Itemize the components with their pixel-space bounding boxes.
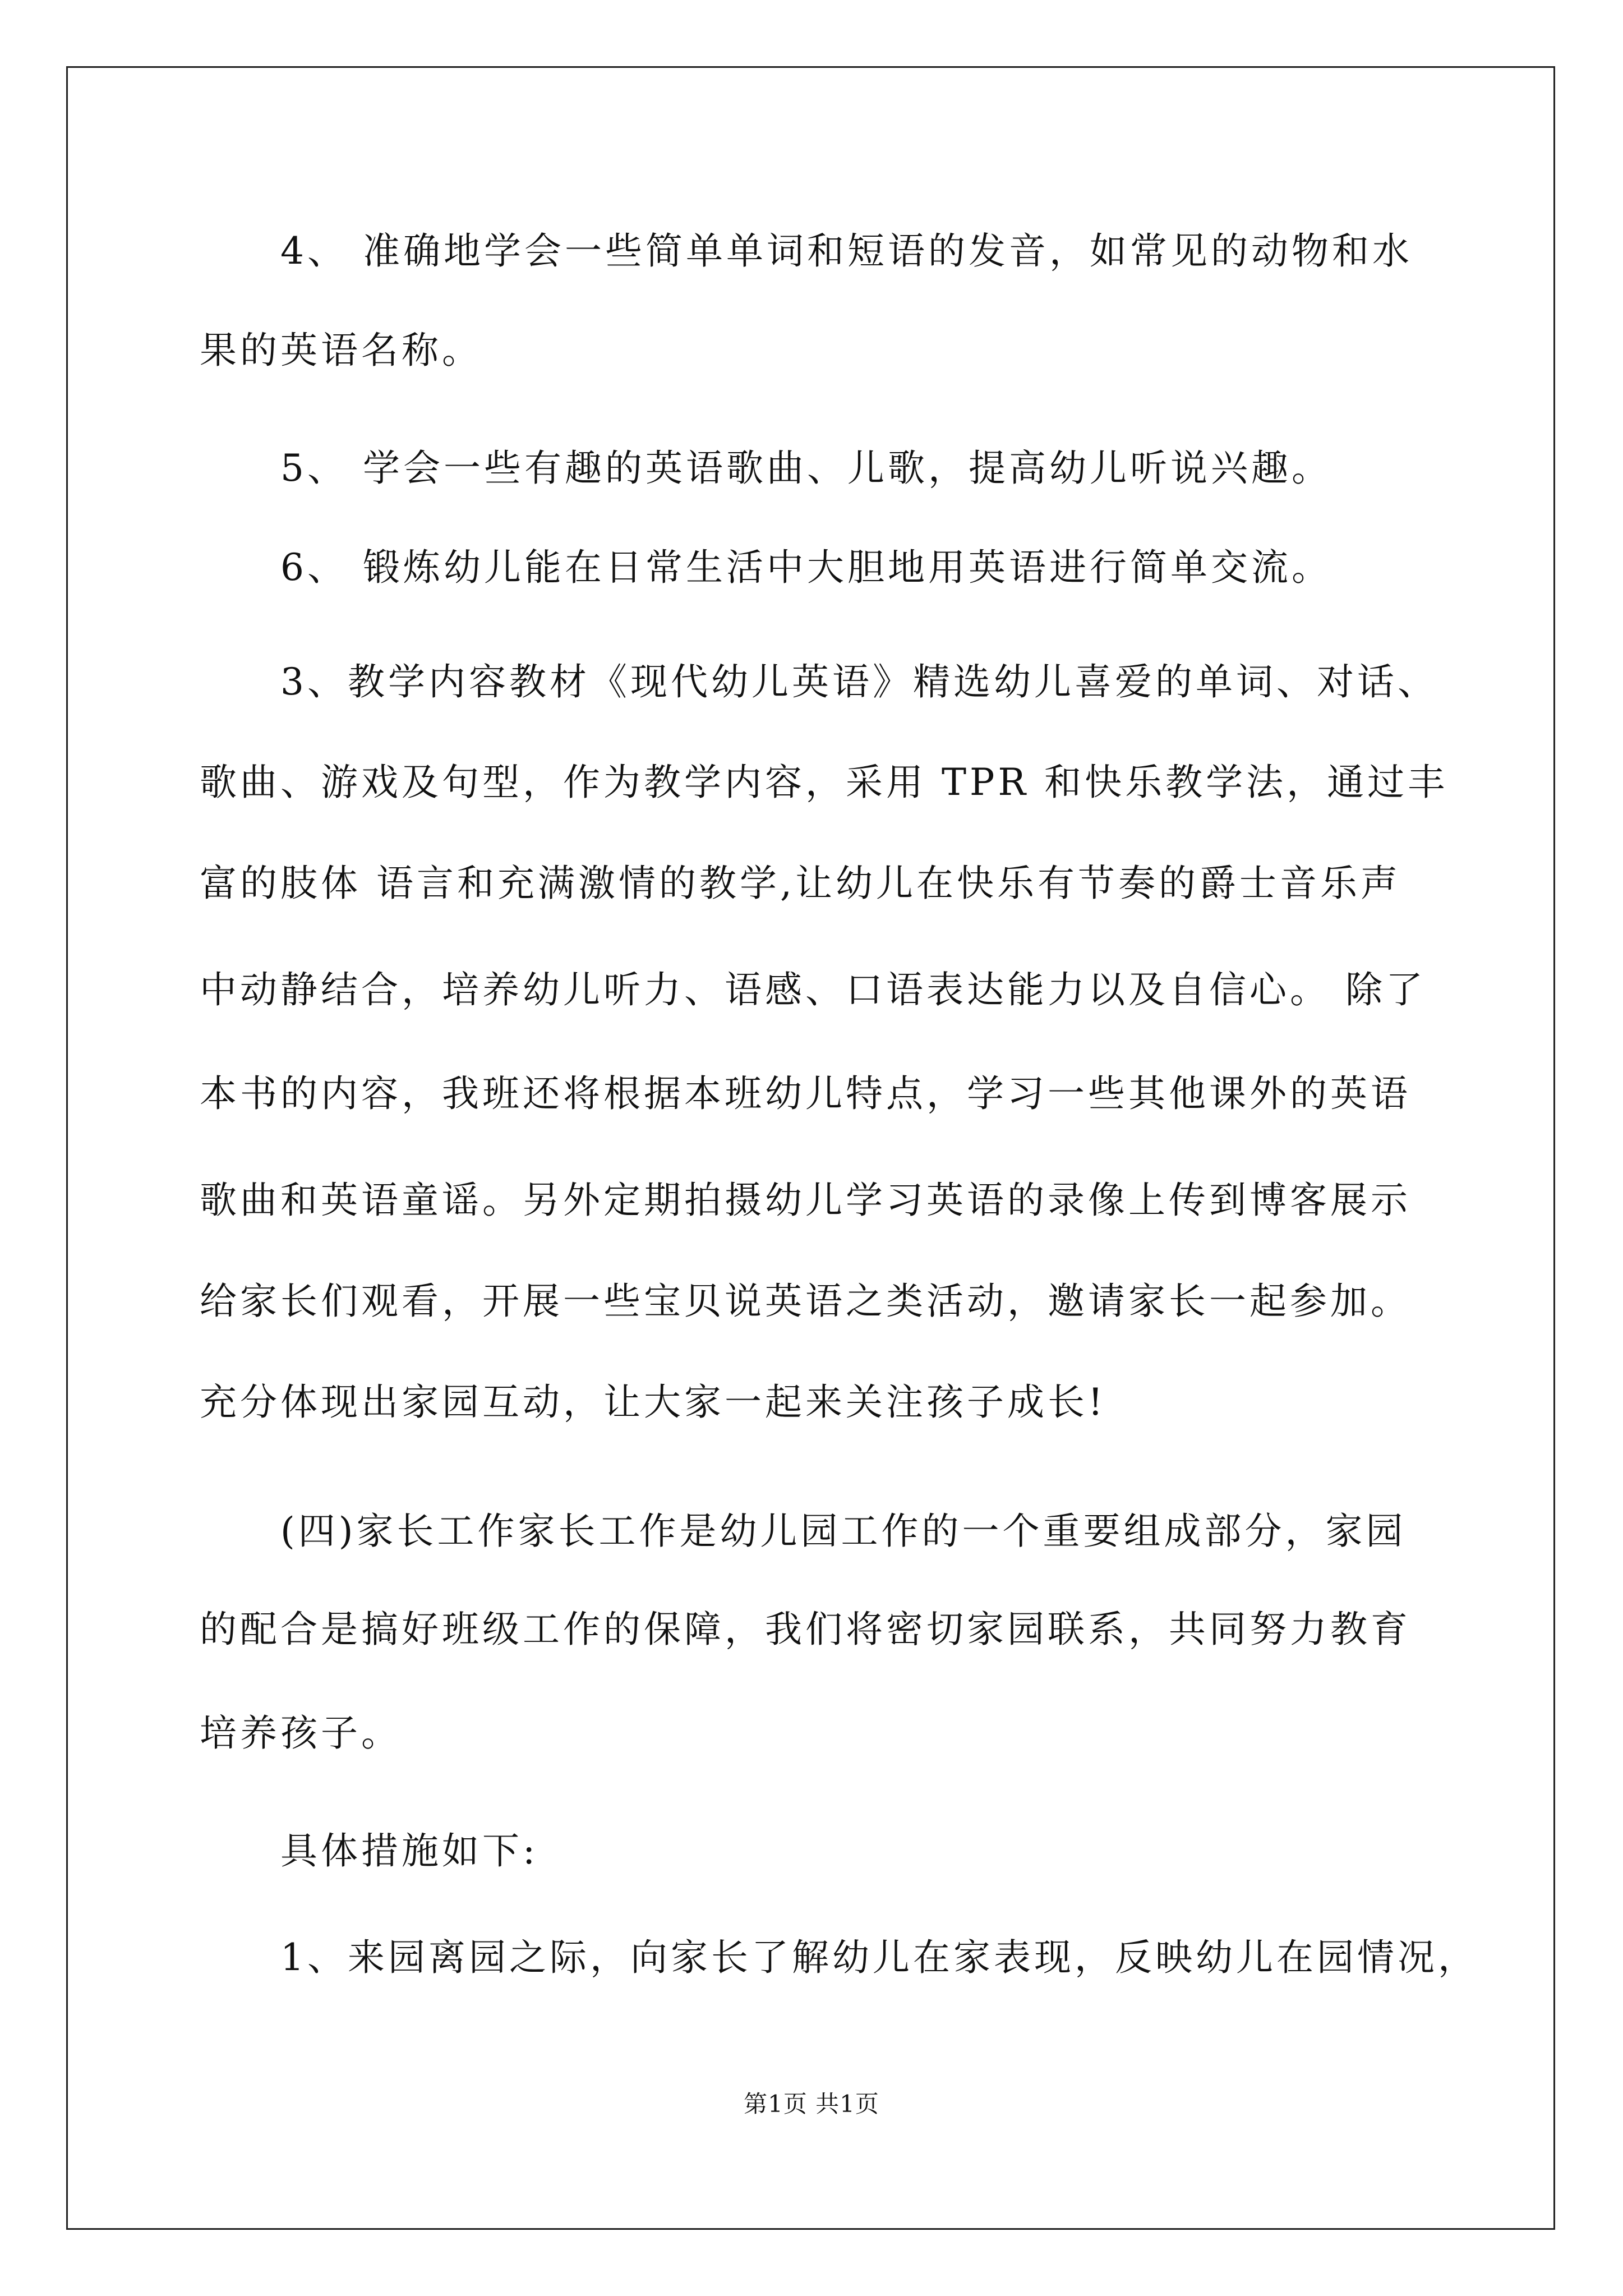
paragraph-line: 5、 学会一些有趣的英语歌曲、儿歌，提高幼儿听说兴趣。 bbox=[280, 447, 1332, 490]
page-footer: 第1页 共1页 bbox=[744, 2090, 879, 2118]
paragraph-line: 充分体现出家园互动，让大家一起来关注孩子成长! bbox=[200, 1381, 1106, 1424]
paragraph-line: 1、来园离园之际，向家长了解幼儿在家表现，反映幼儿在园情况， bbox=[280, 1936, 1478, 1979]
paragraph-line: 歌曲和英语童谣。另外定期拍摄幼儿学习英语的录像上传到博客展示 bbox=[200, 1179, 1411, 1222]
page-border bbox=[66, 66, 1555, 2230]
paragraph-line: 4、 准确地学会一些简单单词和短语的发音，如常见的动物和水 bbox=[280, 229, 1413, 273]
paragraph-line: 具体措施如下: bbox=[280, 1829, 539, 1872]
paragraph-line: 的配合是搞好班级工作的保障，我们将密切家园联系，共同努力教育 bbox=[200, 1608, 1411, 1651]
paragraph-line: 3、教学内容教材《现代幼儿英语》精选幼儿喜爱的单词、对话、 bbox=[280, 660, 1438, 703]
paragraph-line: 本书的内容，我班还将根据本班幼儿特点，学习一些其他课外的英语 bbox=[200, 1072, 1411, 1115]
paragraph-line: (四)家长工作家长工作是幼儿园工作的一个重要组成部分，家园 bbox=[280, 1510, 1407, 1553]
paragraph-line: 富的肢体 语言和充满激情的教学,让幼儿在快乐有节奏的爵士音乐声 bbox=[200, 862, 1401, 905]
paragraph-line: 果的英语名称。 bbox=[200, 329, 482, 372]
paragraph-line: 6、 锻炼幼儿能在日常生活中大胆地用英语进行简单交流。 bbox=[280, 546, 1332, 589]
paragraph-line: 培养孩子。 bbox=[200, 1711, 402, 1755]
paragraph-line: 中动静结合，培养幼儿听力、语感、口语表达能力以及自信心。 除了 bbox=[200, 968, 1426, 1011]
paragraph-line: 歌曲、游戏及句型，作为教学内容，采用 TPR 和快乐教学法，通过丰 bbox=[200, 761, 1449, 804]
paragraph-line: 给家长们观看，开展一些宝贝说英语之类活动，邀请家长一起参加。 bbox=[200, 1280, 1411, 1323]
